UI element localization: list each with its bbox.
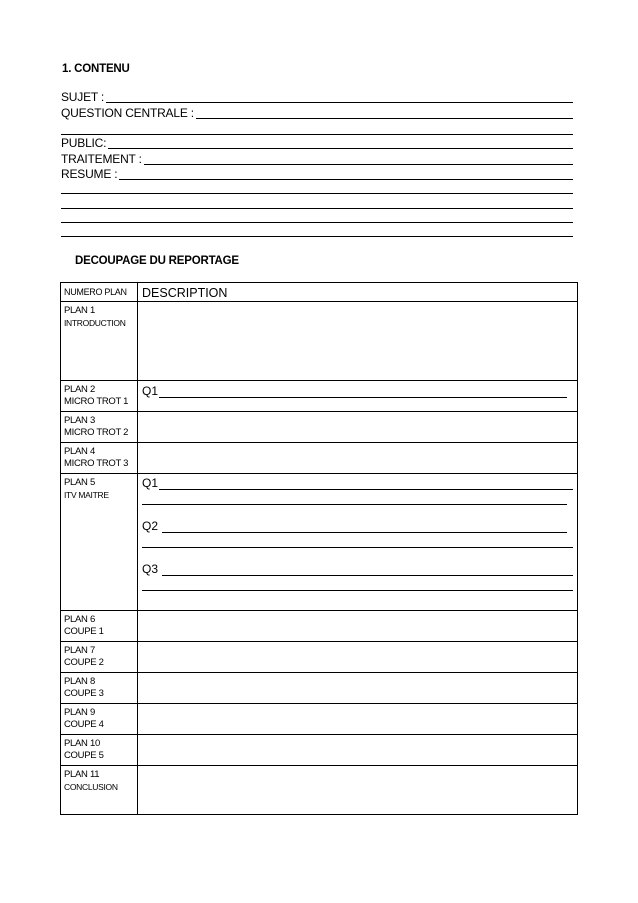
plan-label: MICRO TROT 2 (64, 427, 129, 438)
resume-line-5[interactable] (61, 236, 573, 237)
question-line[interactable] (142, 519, 567, 533)
table-row (61, 766, 578, 815)
plan-number: PLAN 5 (64, 477, 95, 488)
question-label: Q2 (142, 519, 159, 533)
description-cell[interactable] (138, 766, 578, 815)
question-centrale-line[interactable] (196, 117, 573, 119)
answer-line[interactable] (142, 576, 573, 591)
description-cell[interactable] (138, 704, 578, 735)
plan-number: PLAN 7 (64, 645, 95, 656)
header-numero-plan: NUMERO PLAN (64, 287, 127, 297)
description-cell[interactable] (138, 412, 578, 443)
answer-line[interactable] (159, 488, 573, 490)
question-centrale-label: QUESTION CENTRALE : (61, 106, 194, 120)
sujet-field[interactable] (61, 89, 573, 103)
plan-number: PLAN 10 (64, 738, 100, 749)
plan-label: MICRO TROT 1 (64, 396, 129, 407)
resume-label: RESUME : (61, 167, 118, 181)
answer-line[interactable] (142, 533, 573, 548)
plan-label: CONCLUSION (64, 782, 118, 792)
public-label: PUBLIC: (61, 136, 107, 150)
plan-number: PLAN 2 (64, 384, 95, 395)
traitement-field[interactable] (61, 151, 573, 165)
plan-number: PLAN 3 (64, 415, 95, 426)
plan-number: PLAN 8 (64, 676, 95, 687)
answer-line[interactable] (162, 574, 573, 576)
sujet-label: SUJET : (61, 90, 105, 104)
description-cell[interactable] (138, 735, 578, 766)
section-title-contenu: 1. CONTENU (62, 63, 130, 75)
table-row (61, 381, 578, 412)
reportage-table (60, 282, 578, 815)
table-row (61, 673, 578, 704)
plan-label: COUPE 5 (64, 750, 104, 761)
table-row (61, 735, 578, 766)
resume-line-4[interactable] (61, 222, 573, 223)
description-cell[interactable] (138, 302, 578, 381)
plan-label: COUPE 2 (64, 657, 104, 668)
plan-label: COUPE 1 (64, 626, 104, 637)
table-header-row (61, 283, 578, 302)
description-cell[interactable] (138, 642, 578, 673)
description-cell[interactable] (138, 474, 578, 611)
traitement-line[interactable] (144, 163, 573, 165)
plan-number: PLAN 11 (64, 769, 100, 780)
public-line[interactable] (108, 147, 573, 149)
public-field[interactable] (61, 135, 573, 149)
description-cell[interactable] (138, 443, 578, 474)
answer-line[interactable] (142, 490, 567, 505)
description-cell[interactable] (138, 673, 578, 704)
description-cell[interactable] (138, 611, 578, 642)
answer-line[interactable] (162, 531, 567, 533)
header-description: DESCRIPTION (142, 286, 228, 300)
resume-line-2[interactable] (61, 193, 573, 194)
plan-label: ITV MAITRE (64, 490, 109, 500)
description-cell[interactable] (138, 381, 578, 412)
table-row (61, 474, 578, 611)
question-label: Q1 (142, 384, 159, 398)
table-row (61, 704, 578, 735)
sujet-line[interactable] (106, 101, 573, 103)
plan-label: COUPE 4 (64, 719, 104, 730)
plan-label: COUPE 3 (64, 688, 104, 699)
resume-line[interactable] (119, 178, 573, 180)
table-row (61, 412, 578, 443)
plan-label: INTRODUCTION (64, 318, 126, 328)
table-row (61, 443, 578, 474)
answer-line[interactable] (159, 396, 567, 398)
section-title-decoupage: DECOUPAGE DU REPORTAGE (75, 255, 239, 267)
plan-label: MICRO TROT 3 (64, 458, 129, 469)
resume-field[interactable] (61, 166, 573, 180)
table-row (61, 611, 578, 642)
question-line[interactable] (142, 384, 567, 398)
plan-number: PLAN 6 (64, 614, 95, 625)
question-label: Q1 (142, 476, 159, 490)
resume-line-3[interactable] (61, 208, 573, 209)
question-label: Q3 (142, 562, 159, 576)
traitement-label: TRAITEMENT : (61, 152, 142, 166)
table-row (61, 302, 578, 381)
question-line[interactable] (142, 562, 573, 576)
plan-number: PLAN 1 (64, 305, 95, 316)
plan-number: PLAN 9 (64, 707, 95, 718)
table-row (61, 642, 578, 673)
question-centrale-field[interactable] (61, 105, 573, 119)
plan-number: PLAN 4 (64, 446, 95, 457)
question-line[interactable] (142, 476, 573, 490)
